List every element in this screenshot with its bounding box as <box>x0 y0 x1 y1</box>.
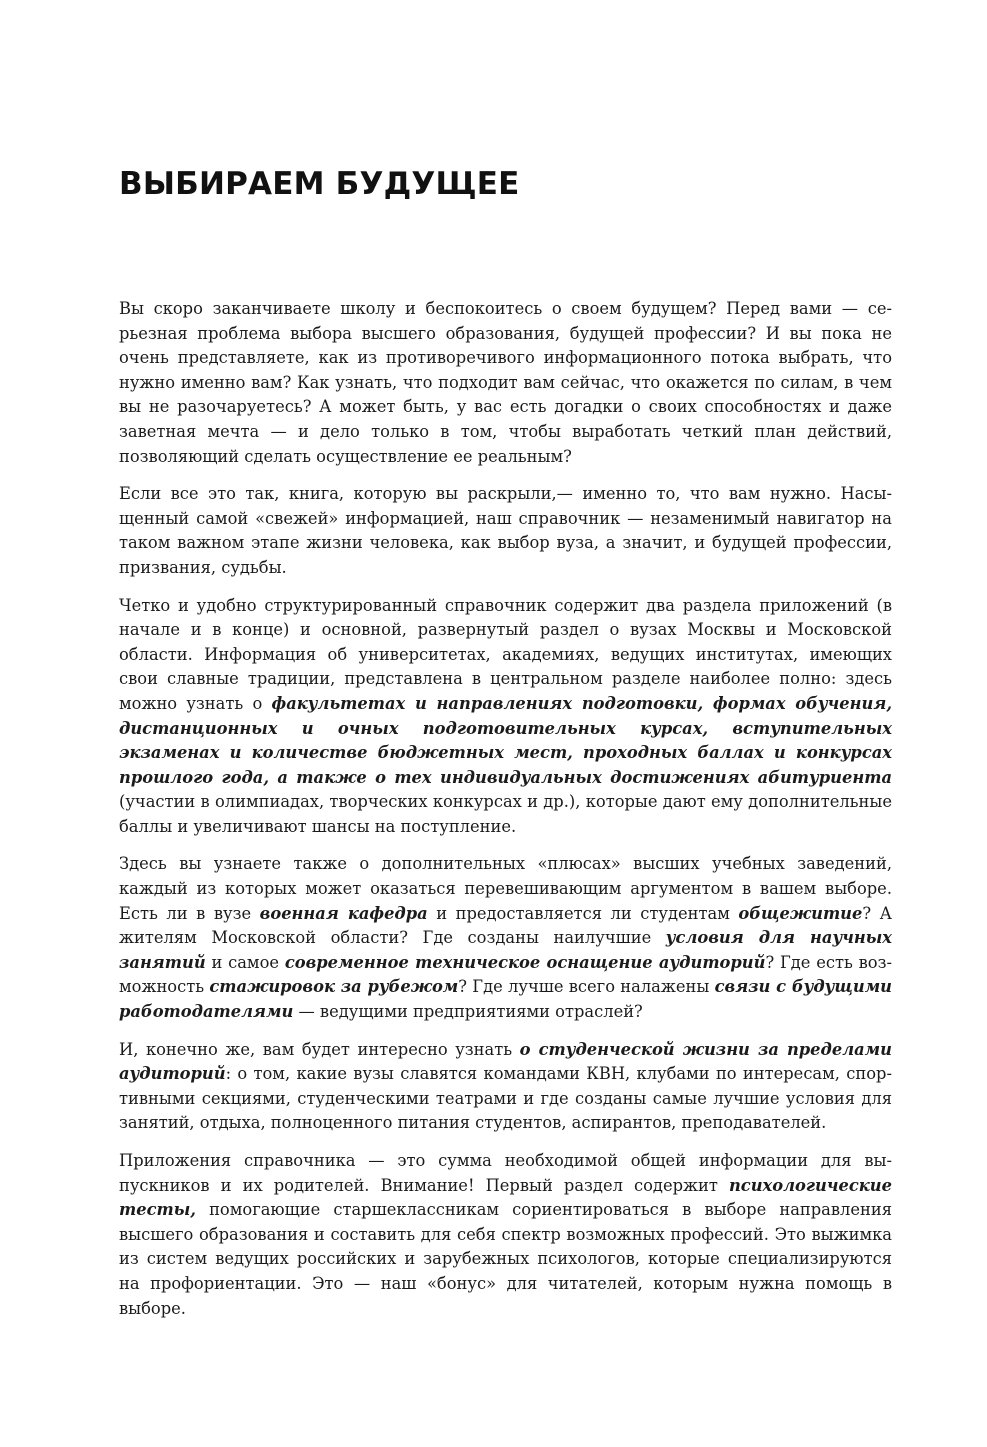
text-run: : о том, какие вузы славятся командами КВН, клубами по интересам, спортивными секциями, студенческими театрами и где созданы самые лучшие условия для занятий, отдыха, полноценного питания студентов, аспирантов, преподавателей. <box>119 1064 892 1133</box>
emphasis-text: условия для научных занятий <box>119 928 892 972</box>
text-run: и предоставляется ли студентам <box>427 903 739 923</box>
text-run: — ведущими предприятиями отраслей? <box>293 1002 643 1022</box>
emphasis-text: связи с будущими работодателями <box>119 977 893 1022</box>
emphasis-text: военная кафедра <box>259 903 428 923</box>
emphasis-text: о студенческой жизни за пределами аудиторий <box>119 1039 892 1084</box>
emphasis-text: стажировок за рубежом <box>209 977 459 997</box>
paragraph <box>119 594 892 840</box>
text-run: и самое <box>205 952 285 972</box>
emphasis-text: современное техническое оснащение аудиторий <box>284 952 766 972</box>
text-run: ? Где лучше всего налажены <box>458 977 715 997</box>
text-run: ? Где есть возможность <box>119 952 893 997</box>
text-run: помогающие старшеклассникам сориентироваться в выборе направления высшего образования и составить для себя спектр возможных профессий. Это выжимка из систем ведущих российских и зарубежных психологов, которые специализируются на профориентации. Это — наш «бонус» для читателей, которым нужна помощь в выборе. <box>119 1200 892 1318</box>
emphasis-text: общежитие <box>738 903 863 923</box>
text-run: Здесь вы узнаете также о дополнительных «плюсах» высших учебных заведений, каждый из которых может оказаться перевешивающим аргументом в вашем выборе. Есть ли в вузе <box>119 854 892 923</box>
text-run: ? А жителям Московской области? Где созданы наилучшие <box>119 903 892 948</box>
text-run: Если все это так, книга, которую вы раскрыли,— именно то, что вам нужно. Насыщенный самой «свежей» информацией, наш справочник — незаменимый навигатор на таком важном этапе жизни человека, как выбор вуза, а значит, и будущей профессии, призвания, судьбы. <box>119 484 892 577</box>
text-run: Четко и удобно структурированный справочник содержит два раздела приложений (в начале и в конце) и основной, развернутый раздел о вузах Москвы и Московской области. Информация об университетах, академиях, ведущих институтах, имеющих свои славные традиции, представлена в центральном разделе наиболее полно: здесь можно узнать о <box>119 595 892 713</box>
paragraph <box>119 852 892 1024</box>
paragraph <box>119 297 892 469</box>
paragraph <box>119 1149 892 1321</box>
paragraph <box>119 482 892 580</box>
emphasis-text: факультетах и направлениях подготовки, формах обучения, дистанционных и очных подготовительных курсах, вступительных экзаменах и количестве бюджетных мест, проходных баллах и конкурсах прошлого года, а также о тех индивидуальных достижениях абитуриента <box>119 693 892 787</box>
text-run: Приложения справочника — это сумма необходимой общей информации для выпускников и их родителей. Внимание! Первый раздел содержит <box>119 1151 892 1195</box>
text-run: И, конечно же, вам будет интересно узнать <box>119 1039 520 1059</box>
text-run: Вы скоро заканчиваете школу и беспокоитесь о своем будущем? Перед вами — серьезная проблема выбора высшего образования, будущей профессии? И вы пока не очень представляете, как из противоречивого информационного потока выбрать, что нужно именно вам? Как узнать, что подходит вам сейчас, что окажется по силам, в чем вы не разочаруетесь? А может быть, у вас есть догадки о своих способностях и даже заветная мечта — и дело только в том, чтобы выработать четкий план действий, позволяющий сделать осуществление ее реальным? <box>119 299 892 466</box>
paragraph <box>119 1038 892 1136</box>
body-text <box>119 297 892 1321</box>
text-run: (участии в олимпиадах, творческих конкурсах и др.), которые дают ему дополнительные баллы и увеличивают шансы на поступление. <box>119 792 892 836</box>
page-title: ВЫБИРАЕМ БУДУЩЕЕ <box>119 166 520 202</box>
emphasis-text: психологические тесты, <box>119 1175 892 1220</box>
